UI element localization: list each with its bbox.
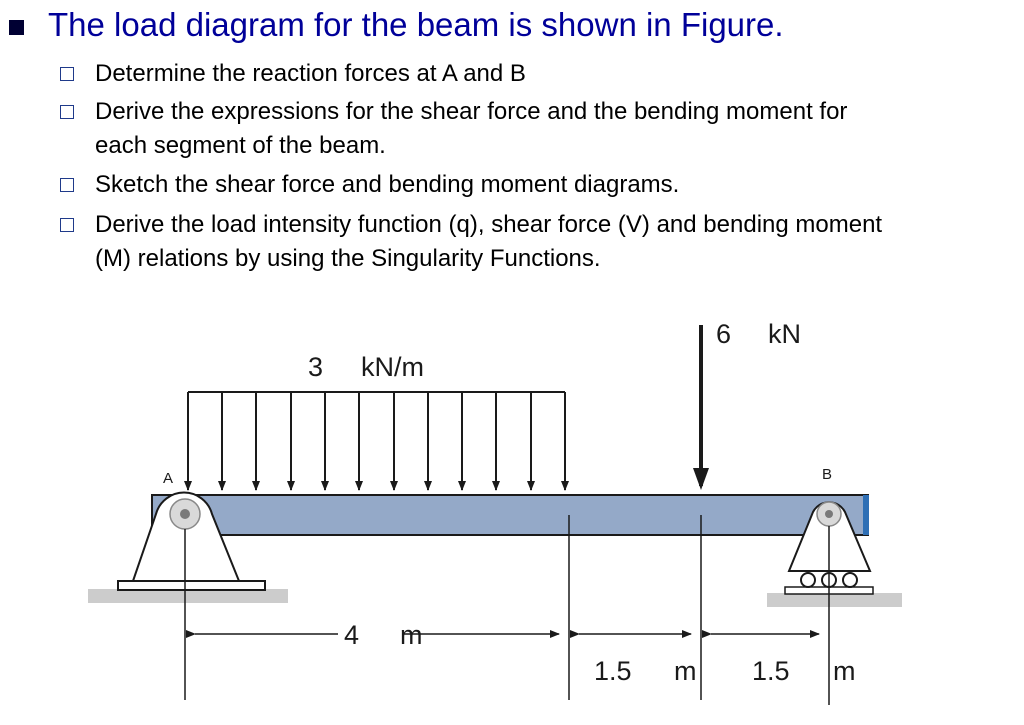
beam-end-face xyxy=(863,495,869,535)
distributed-load-unit: kN/m xyxy=(361,352,424,382)
ground-a xyxy=(88,589,288,603)
support-a-label: A xyxy=(163,470,174,487)
task-text: Sketch the shear force and bending moment diagrams. xyxy=(95,171,680,198)
support-b-label: B xyxy=(822,466,833,483)
point-load-unit: kN xyxy=(768,319,801,349)
dimension-extension-lines xyxy=(185,515,829,705)
slide-title: The load diagram for the beam is shown in Figure. xyxy=(48,6,784,43)
point-load-value: 6 xyxy=(716,319,732,349)
dim-1-value: 4 xyxy=(344,620,360,650)
point-load-arrowhead xyxy=(693,468,709,490)
dim-1-unit: m xyxy=(400,620,423,650)
beam xyxy=(152,495,868,535)
task-text: Determine the reaction forces at A and B xyxy=(95,60,526,87)
dim-3-unit: m xyxy=(833,656,856,686)
distributed-load-value: 3 xyxy=(308,352,324,382)
task-text: Derive the load intensity function (q), shear force (V) and bending moment xyxy=(95,211,883,238)
dim-3-value: 1.5 xyxy=(752,656,790,686)
task-text-continued: each segment of the beam. xyxy=(95,132,386,159)
dim-2-value: 1.5 xyxy=(594,656,632,686)
dim-2-unit: m xyxy=(674,656,697,686)
task-text: Derive the expressions for the shear force and the bending moment for xyxy=(95,98,848,125)
distributed-load xyxy=(188,392,565,490)
task-text-continued: (M) relations by using the Singularity Functions. xyxy=(95,245,601,272)
ground-b xyxy=(767,593,902,607)
